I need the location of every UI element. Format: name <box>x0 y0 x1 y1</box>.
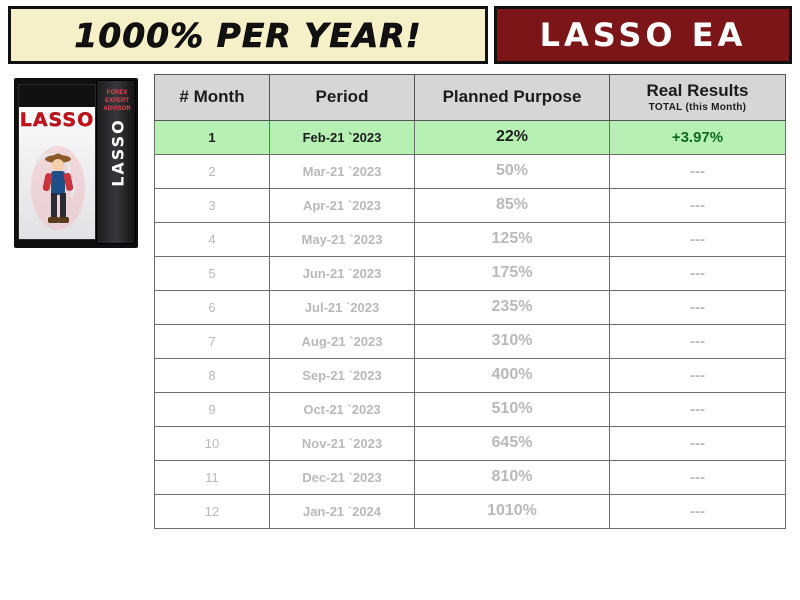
headline-banner <box>8 6 488 64</box>
cell-planned: 810% <box>415 461 610 495</box>
column-header-month-label: # Month <box>179 87 245 106</box>
cell-result: --- <box>610 325 786 359</box>
cell-period: May-21 `2023 <box>270 223 415 257</box>
table-row <box>155 427 786 461</box>
cell-period: Mar-21 `2023 <box>270 155 415 189</box>
cell-month: 1 <box>155 121 270 155</box>
column-header-planned-label: Planned Purpose <box>442 87 582 106</box>
plan-table <box>154 74 786 529</box>
product-box-image <box>14 78 138 248</box>
column-header-month <box>155 75 270 121</box>
cowboy-icon <box>29 133 87 233</box>
box-front-band <box>19 85 95 107</box>
cell-planned: 1010% <box>415 495 610 529</box>
cell-period: Oct-21 `2023 <box>270 393 415 427</box>
cell-result: --- <box>610 461 786 495</box>
column-header-planned <box>415 75 610 121</box>
cell-result: --- <box>610 427 786 461</box>
table-row <box>155 461 786 495</box>
cell-period: Apr-21 `2023 <box>270 189 415 223</box>
cell-planned: 175% <box>415 257 610 291</box>
table-row <box>155 155 786 189</box>
table-row <box>155 223 786 257</box>
cell-period: Nov-21 `2023 <box>270 427 415 461</box>
cell-result: --- <box>610 393 786 427</box>
column-header-results <box>610 75 786 121</box>
cell-planned: 22% <box>415 121 610 155</box>
table-row <box>155 189 786 223</box>
brand-banner <box>494 6 792 64</box>
table-row <box>155 291 786 325</box>
cell-planned: 50% <box>415 155 610 189</box>
main-content <box>0 68 800 529</box>
cell-result: +3.97% <box>610 121 786 155</box>
box-front-label: LASSO <box>19 109 95 131</box>
cell-month: 4 <box>155 223 270 257</box>
cell-period: Jan-21 `2024 <box>270 495 415 529</box>
brand-title: LASSO EA <box>539 16 747 54</box>
headline-text: 1000% PER YEAR! <box>74 15 422 55</box>
cell-month: 9 <box>155 393 270 427</box>
cell-month: 8 <box>155 359 270 393</box>
cell-planned: 85% <box>415 189 610 223</box>
cell-result: --- <box>610 257 786 291</box>
cell-period: Jun-21 `2023 <box>270 257 415 291</box>
cell-period: Dec-21 `2023 <box>270 461 415 495</box>
cell-month: 7 <box>155 325 270 359</box>
cell-month: 3 <box>155 189 270 223</box>
table-row <box>155 359 786 393</box>
box-spine-label: LASSO <box>108 118 128 187</box>
cell-month: 2 <box>155 155 270 189</box>
box-front <box>18 84 96 240</box>
cell-planned: 510% <box>415 393 610 427</box>
cell-planned: 645% <box>415 427 610 461</box>
cell-planned: 400% <box>415 359 610 393</box>
table-row <box>155 495 786 529</box>
box-spine-subtitle: FOREX EXPERT ADVISOR <box>103 90 131 112</box>
table-row <box>155 257 786 291</box>
cell-result: --- <box>610 223 786 257</box>
box-spine <box>96 80 136 244</box>
cell-month: 12 <box>155 495 270 529</box>
column-header-results-sublabel: TOTAL (this Month) <box>648 102 747 113</box>
cell-planned: 125% <box>415 223 610 257</box>
cell-planned: 235% <box>415 291 610 325</box>
cell-period: Sep-21 `2023 <box>270 359 415 393</box>
cell-result: --- <box>610 155 786 189</box>
column-header-period <box>270 75 415 121</box>
column-header-period-label: Period <box>315 87 369 106</box>
cell-result: --- <box>610 189 786 223</box>
cell-result: --- <box>610 291 786 325</box>
cell-month: 11 <box>155 461 270 495</box>
cell-month: 5 <box>155 257 270 291</box>
cell-month: 6 <box>155 291 270 325</box>
plan-table-container <box>138 74 800 529</box>
cell-period: Aug-21 `2023 <box>270 325 415 359</box>
page-header <box>0 0 800 68</box>
plan-table-head <box>155 75 786 121</box>
plan-table-body <box>155 121 786 529</box>
cell-period: Feb-21 `2023 <box>270 121 415 155</box>
table-row <box>155 325 786 359</box>
cell-period: Jul-21 `2023 <box>270 291 415 325</box>
cell-result: --- <box>610 359 786 393</box>
cell-planned: 310% <box>415 325 610 359</box>
column-header-results-label: Real Results <box>646 81 749 100</box>
table-row <box>155 121 786 155</box>
cell-month: 10 <box>155 427 270 461</box>
table-row <box>155 393 786 427</box>
cell-result: --- <box>610 495 786 529</box>
table-header-row <box>155 75 786 121</box>
